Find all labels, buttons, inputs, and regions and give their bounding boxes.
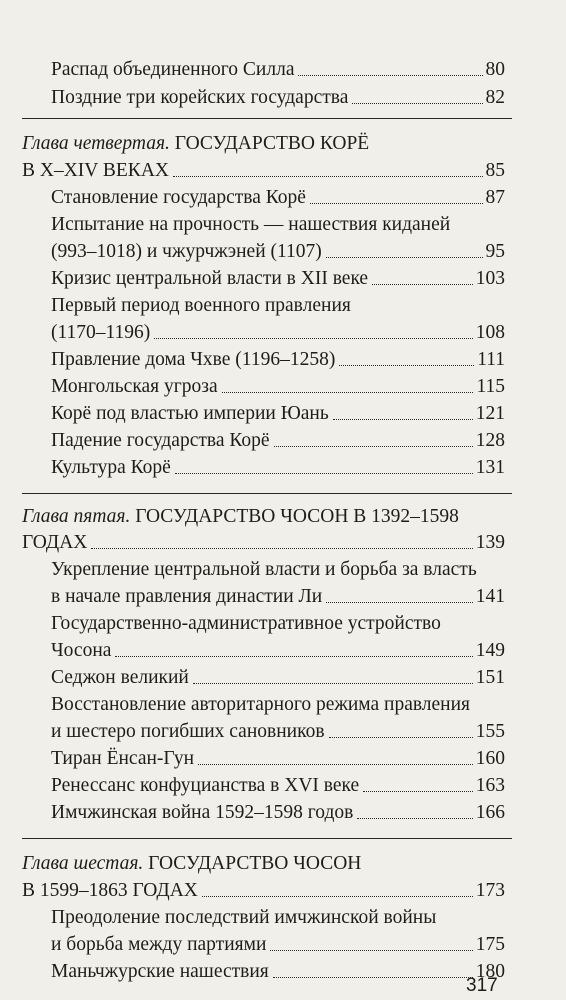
toc-entry — [51, 58, 505, 82]
chapter-heading — [22, 132, 369, 156]
entry-title: Кризис центральной власти в XII веке — [51, 268, 369, 289]
leader-dots — [357, 818, 472, 819]
entry-title: Поздние три корейских государства — [51, 87, 349, 108]
entry-title: Маньчжурские нашествия — [51, 961, 269, 982]
leader-dots — [363, 791, 473, 792]
entry-title: Распад объединенного Силла — [51, 59, 295, 80]
entry-title: Имчжинская война 1592–1598 годов — [51, 802, 354, 823]
toc-entry — [51, 666, 505, 690]
entry-page: 80 — [485, 59, 505, 80]
leader-dots — [298, 75, 482, 76]
entry-title: Падение государства Корё — [51, 430, 270, 451]
chapter-heading-line — [22, 159, 505, 183]
section-divider — [22, 118, 512, 119]
chapter-label: Глава шестая. — [22, 853, 144, 874]
leader-dots — [310, 203, 483, 204]
toc-entry — [51, 720, 505, 744]
chapter-page: 173 — [475, 880, 505, 901]
chapter-page: 85 — [485, 160, 505, 181]
chapter-heading — [22, 505, 459, 529]
chapter-title: ГОСУДАРСТВО ЧОСОН — [148, 853, 362, 874]
leader-dots — [273, 977, 473, 978]
leader-dots — [326, 602, 473, 603]
chapter-page: 139 — [475, 532, 505, 553]
leader-dots — [270, 950, 472, 951]
leader-dots — [333, 419, 473, 420]
toc-entry — [51, 402, 505, 426]
entry-title: Правление дома Чхве (1196–1258) — [51, 349, 336, 370]
entry-title-line: Укрепление центральной власти и борьба за власть — [51, 559, 477, 580]
entry-title-line: Преодоление последствий имчжинской войны — [51, 907, 437, 928]
toc-entry — [51, 429, 505, 453]
page-number: 317 — [466, 975, 498, 996]
toc-entry — [51, 321, 505, 345]
toc-entry — [51, 774, 505, 798]
entry-title-line: Восстановление авторитарного режима правления — [51, 694, 471, 715]
toc-entry — [51, 639, 505, 663]
toc-entry — [51, 960, 505, 984]
chapter-label: Глава четвертая. — [22, 133, 170, 154]
entry-page: 108 — [475, 322, 505, 343]
leader-dots — [154, 338, 472, 339]
toc-entry — [51, 348, 505, 372]
entry-page: 131 — [475, 457, 505, 478]
entry-title-line: Государственно-административное устройство — [51, 613, 441, 634]
entry-page: 111 — [477, 349, 505, 370]
chapter-title: В X–XIV ВЕКАХ — [22, 160, 169, 181]
toc-entry — [51, 375, 505, 399]
entry-title: Ренессанс конфуцианства в XVI веке — [51, 775, 360, 796]
leader-dots — [115, 656, 472, 657]
section-divider — [22, 493, 512, 494]
toc-entry — [51, 267, 505, 291]
entry-title: Корё под властью империи Юань — [51, 403, 329, 424]
entry-page: 160 — [475, 748, 505, 769]
chapter-title: ГОДАХ — [22, 532, 88, 553]
entry-page: 166 — [475, 802, 505, 823]
leader-dots — [202, 896, 473, 897]
leader-dots — [173, 176, 483, 177]
chapter-heading — [22, 852, 361, 876]
chapter-title: В 1599–1863 ГОДАХ — [22, 880, 198, 901]
entry-page: 115 — [476, 376, 505, 397]
leader-dots — [372, 284, 473, 285]
entry-page: 141 — [475, 586, 505, 607]
entry-title-line: Первый период военного правления — [51, 295, 351, 316]
toc-entry — [51, 86, 505, 110]
toc-entry — [51, 801, 505, 825]
leader-dots — [193, 683, 473, 684]
entry-page: 95 — [485, 241, 505, 262]
leader-dots — [339, 365, 474, 366]
leader-dots — [198, 764, 473, 765]
entry-title: и шестеро погибших сановников — [51, 721, 325, 742]
entry-title: и борьба между партиями — [51, 934, 267, 955]
entry-page: 151 — [475, 667, 505, 688]
entry-title: (993–1018) и чжурчжэней (1107) — [51, 241, 322, 262]
chapter-heading-line — [22, 879, 505, 903]
entry-title: в начале правления династии Ли — [51, 586, 323, 607]
entry-page: 155 — [475, 721, 505, 742]
leader-dots — [91, 548, 472, 549]
leader-dots — [175, 473, 473, 474]
entry-title: Культура Корё — [51, 457, 171, 478]
chapter-title: ГОСУДАРСТВО ЧОСОН В 1392–1598 — [135, 506, 459, 527]
entry-page: 175 — [475, 934, 505, 955]
leader-dots — [352, 103, 482, 104]
chapter-label: Глава пятая. — [22, 506, 131, 527]
chapter-title: ГОСУДАРСТВО КОРЁ — [174, 133, 370, 154]
leader-dots — [274, 446, 473, 447]
toc-entry — [51, 747, 505, 771]
entry-page: 149 — [475, 640, 505, 661]
entry-title: Монгольская угроза — [51, 376, 218, 397]
entry-title: Становление государства Корё — [51, 187, 306, 208]
entry-page: 128 — [475, 430, 505, 451]
leader-dots — [222, 392, 474, 393]
toc-entry — [51, 585, 505, 609]
entry-title: Чосона — [51, 640, 112, 661]
entry-page: 163 — [475, 775, 505, 796]
section-divider — [22, 838, 512, 839]
entry-page: 87 — [485, 187, 505, 208]
entry-page: 103 — [475, 268, 505, 289]
entry-page: 82 — [485, 87, 505, 108]
entry-title: (1170–1196) — [51, 322, 151, 343]
toc-entry — [51, 456, 505, 480]
toc-entry — [51, 240, 505, 264]
entry-page: 180 — [475, 961, 505, 982]
entry-page: 121 — [475, 403, 505, 424]
toc-entry — [51, 186, 505, 210]
toc-entry — [51, 933, 505, 957]
leader-dots — [326, 257, 483, 258]
chapter-heading-line — [22, 531, 505, 555]
entry-title-line: Испытание на прочность — нашествия киданей — [51, 214, 451, 235]
leader-dots — [329, 737, 473, 738]
entry-title: Седжон великий — [51, 667, 189, 688]
entry-title: Тиран Ёнсан-Гун — [51, 748, 195, 769]
